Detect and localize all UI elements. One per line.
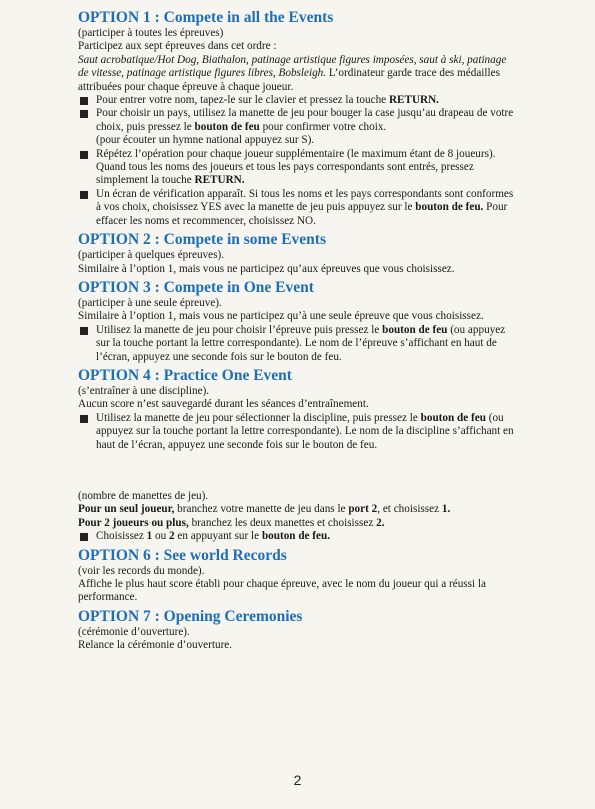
list-item	[78, 188, 518, 228]
option-6-section	[78, 546, 518, 605]
option-3-section	[78, 278, 518, 364]
joysticks-section	[78, 490, 518, 544]
square-bullet-icon	[80, 97, 88, 105]
bullet-bold: bouton de feu	[420, 411, 486, 424]
square-bullet-icon	[80, 415, 88, 423]
list-item	[78, 107, 518, 147]
text: branchez les deux manettes et choisissez	[188, 516, 377, 529]
option-1-title: OPTION 1 : Compete in all the Events	[78, 9, 334, 26]
bold-text: 2	[169, 530, 175, 543]
list-item	[78, 530, 518, 543]
bullet-bold: RETURN.	[388, 94, 439, 107]
page-number: 2	[293, 772, 302, 788]
bullet-bold: bouton de feu.	[415, 201, 484, 214]
list-item	[78, 148, 518, 188]
option-7-subtitle: (cérémonie d’ouverture).	[78, 625, 190, 638]
text: branchez votre manette de jeu dans le	[174, 503, 349, 516]
option-1-subtitle: (participer à toutes les épreuves)	[78, 27, 224, 39]
blank-gap	[78, 454, 518, 490]
square-bullet-icon	[80, 110, 88, 118]
events-tail: L’ordinateur garde trace des médailles attribuées pour chaque épreuve à chaque joueur.	[78, 67, 500, 93]
option-6-title: OPTION 6 : See world Records	[78, 546, 287, 564]
option-6-subtitle: (voir les records du monde).	[78, 564, 205, 577]
square-bullet-icon	[80, 151, 88, 159]
bold-text: bouton de feu.	[261, 530, 331, 543]
bold-text: Pour un seul joueur,	[78, 503, 175, 516]
option-4-bullets	[78, 412, 518, 452]
square-bullet-icon	[80, 327, 88, 335]
text: ou	[152, 530, 170, 543]
joysticks-bullets	[78, 530, 518, 543]
option-2-text: Similaire à l’option 1, mais vous ne participez qu’aux épreuves que vous choisissez.	[78, 262, 455, 275]
option-1-section	[78, 8, 518, 228]
bullet-bold: bouton de feu	[194, 120, 260, 133]
option-3-text: Similaire à l’option 1, mais vous ne participez qu’à une seule épreuve que vous choisissez.	[78, 310, 484, 323]
bullet-text: Pour choisir un pays, utilisez la manette de jeu pour bouger la case jusqu’au drapeau de votre choix, puis pressez le	[96, 107, 514, 133]
option-4-section	[78, 366, 518, 452]
option-6-text: Affiche le plus haut score établi pour chaque épreuve, avec le nom du joueur qui a réussi la performance.	[78, 578, 486, 604]
text: en appuyant sur le	[174, 530, 262, 543]
option-3-title: OPTION 3 : Compete in One Event	[78, 278, 314, 296]
joysticks-multi	[78, 517, 518, 530]
text: , et choisissez	[377, 503, 442, 516]
option-2-subtitle: (participer à quelques épreuves).	[78, 249, 224, 262]
option-4-text: Aucun score n’est sauvegardé durant les séances d’entraînement.	[78, 398, 369, 411]
bullet-text: Pour entrer votre nom, tapez-le sur le clavier et pressez la touche	[96, 94, 389, 107]
bullet-text: Utilisez la manette de jeu pour choisir l’épreuve puis pressez le	[96, 323, 383, 336]
square-bullet-icon	[80, 533, 88, 541]
bullet-text: Un écran de vérification apparaît. Si tous les noms et les pays correspondants sont conformes à vos choix, choisissez YES avec la manette de jeu puis appuyez sur le	[96, 187, 514, 214]
option-1-intro: Participez aux sept épreuves dans cet ordre :	[78, 40, 277, 53]
bullet-text-post: (ou appuyez sur la touche portant la lettre correspondante). Le nom de l’épreuve s’affichant en haut de l’écran, appuyez une seconde fois sur le bouton de feu.	[96, 323, 506, 363]
bullet-text-post: pour confirmer votre choix.	[259, 120, 387, 133]
text: Choisissez	[96, 530, 147, 543]
bullet-extra: (pour écouter un hymne national appuyez sur S).	[96, 134, 315, 147]
bold-text: Pour 2 joueurs ou plus,	[78, 516, 189, 529]
bold-text: 1.	[441, 503, 451, 516]
joysticks-intro: (nombre de manettes de jeu).	[78, 489, 209, 502]
option-3-subtitle: (participer à une seule épreuve).	[78, 296, 222, 309]
bullet-text: Répétez l’opération pour chaque joueur supplémentaire (le maximum étant de 8 joueurs). Quand tous les noms des joueurs et tous les pays correspondants sont entrés, pressez simplement la touche	[96, 147, 496, 187]
document-page	[78, 8, 518, 655]
list-item	[78, 412, 518, 452]
bullet-text-post: Pour effacer les noms et recommencer, choisissez NO.	[96, 201, 508, 227]
option-7-section	[78, 607, 518, 653]
bold-text: port 2	[348, 503, 378, 516]
option-2-title: OPTION 2 : Compete in some Events	[78, 231, 326, 249]
list-item	[78, 324, 518, 364]
option-7-text: Relance la cérémonie d’ouverture.	[78, 639, 233, 652]
option-1-bullets	[78, 94, 518, 228]
bullet-bold: bouton de feu	[382, 323, 448, 336]
joysticks-single	[78, 503, 518, 516]
option-3-bullets	[78, 324, 518, 364]
square-bullet-icon	[80, 191, 88, 199]
bullet-text-post: (ou appuyez sur la touche portant la lettre correspondante). Le nom de la discipline s’affichant en haut de l’écran, appuyez une seconde fois sur le bouton de feu.	[96, 411, 514, 451]
option-4-title: OPTION 4 : Practice One Event	[78, 366, 292, 384]
bold-text: 2.	[376, 516, 385, 529]
list-item	[78, 94, 518, 107]
option-7-title: OPTION 7 : Opening Ceremonies	[78, 607, 303, 625]
option-1-events	[78, 54, 518, 94]
bold-text: 1	[146, 530, 153, 543]
option-2-section	[78, 230, 518, 276]
bullet-text: Utilisez la manette de jeu pour sélectionner la discipline, puis pressez le	[96, 411, 421, 424]
option-4-subtitle: (s’entraîner à une discipline).	[78, 384, 210, 397]
events-list: Saut acrobatique/Hot Dog, Biathalon, patinage artistique figures imposées, saut à ski, patinage de vitesse, patinage artistique figures libres, Bobsleigh.	[78, 53, 507, 80]
bullet-bold: RETURN.	[194, 174, 245, 187]
